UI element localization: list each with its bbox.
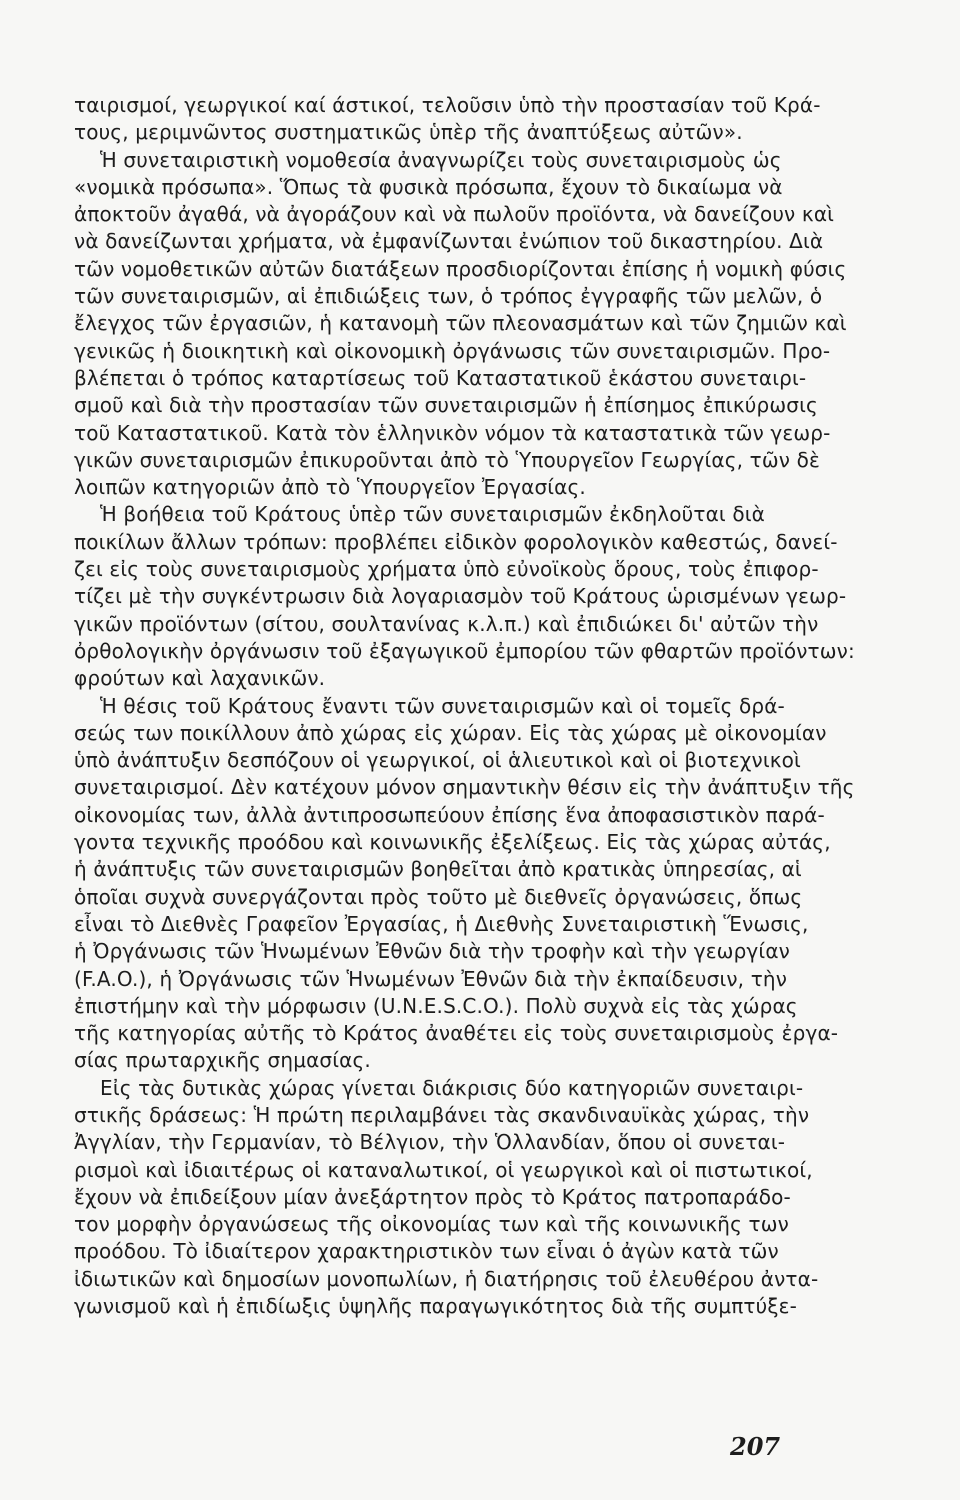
text-line: τῶν νομοθετικῶν αὐτῶν διατάξεων προσδιορίζονται ἐπίσης ἡ νομικὴ φύσις — [74, 256, 847, 281]
text-line: (F.A.O.), ἡ Ὀργάνωσις τῶν Ἡνωμένων Ἐθνῶν διὰ τὴν ἐκπαίδευσιν, τὴν — [74, 966, 788, 991]
text-line: «νομικὰ πρόσωπα». Ὅπως τὰ φυσικὰ πρόσωπα, ἔχουν τὸ δικαίωμα νὰ — [74, 174, 783, 199]
text-line: ρισμοὶ καὶ ἰδιαιτέρως οἱ καταναλωτικοί, οἱ γεωργικοὶ καὶ οἱ πιστωτικοί, — [74, 1157, 813, 1182]
text-line: σίας πρωταρχικῆς σημασίας. — [74, 1048, 371, 1073]
text-line: συνεταιρισμοί. Δὲν κατέχουν μόνον σημαντικὴν θέσιν εἰς τὴν ἀνάπτυξιν τῆς — [74, 775, 855, 800]
text-line: ζει εἰς τοὺς συνεταιρισμοὺς χρήματα ὑπὸ εὐνοϊκοὺς ὅρους, τοὺς ἐπιφορ- — [74, 557, 819, 582]
text-line: τοῦ Καταστατικοῦ. Κατὰ τὸν ἑλληνικὸν νόμον τὰ καταστατικὰ τῶν γεωρ- — [74, 420, 831, 445]
text-line: γενικῶς ἡ διοικητικὴ καὶ οἰκονομικὴ ὀργάνωσις τῶν συνεταιρισμῶν. Προ- — [74, 338, 831, 363]
text-line: ἡ ἀνάπτυξις τῶν συνεταιρισμῶν βοηθεῖται ἀπὸ κρατικὰς ὑπηρεσίας, αἱ — [74, 857, 802, 882]
text-line: οἰκονομίας των, ἀλλὰ ἀντιπροσωπεύουν ἐπίσης ἕνα ἀποφασιστικὸν παρά- — [74, 802, 825, 827]
text-line: γωνισμοῦ καὶ ἡ ἐπιδίωξις ὑψηλῆς παραγωγικότητος διὰ τῆς συμπτύξε- — [74, 1294, 797, 1319]
text-line: φρούτων καὶ λαχανικῶν. — [74, 666, 326, 691]
text-line: Ἀγγλίαν, τὴν Γερμανίαν, τὸ Βέλγιον, τὴν Ὁλλανδίαν, ὅπου οἱ συνεται- — [74, 1130, 786, 1155]
text-line: γικῶν συνεταιρισμῶν ἐπικυροῦνται ἀπὸ τὸ Ὑπουργεῖον Γεωργίας, τῶν δὲ — [74, 447, 820, 472]
text-line: τους, μεριμνῶντος συστηματικῶς ὑπὲρ τῆς ἀναπτύξεως αὐτῶν». — [74, 120, 743, 145]
text-line: γικῶν προϊόντων (σίτου, σουλτανίνας κ.λ.π.) καὶ ἐπιδιώκει δι' αὐτῶν τὴν — [74, 611, 819, 636]
text-line: ἰδιωτικῶν καὶ δημοσίων μονοπωλίων, ἡ διατήρησις τοῦ ἐλευθέρου ἀντα- — [74, 1266, 819, 1291]
text-line: σεώς των ποικίλλουν ἀπὸ χώρας εἰς χώραν. Εἰς τὰς χώρας μὲ οἰκονομίαν — [74, 720, 827, 745]
text-line: ὀρθολογικὴν ὀργάνωσιν τοῦ ἐξαγωγικοῦ ἐμπορίου τῶν φθαρτῶν προϊόντων: — [74, 638, 855, 663]
text-line: ὁποῖαι συχνὰ συνεργάζονται πρὸς τοῦτο μὲ διεθνεῖς ὀργανώσεις, ὅπως — [74, 884, 803, 909]
text-line: λοιπῶν κατηγοριῶν ἀπὸ τὸ Ὑπουργεῖον Ἐργασίας. — [74, 475, 586, 500]
text-line: τῶν συνεταιρισμῶν, αἱ ἐπιδιώξεις των, ὁ τρόπος ἐγγραφῆς τῶν μελῶν, ὁ — [74, 284, 823, 309]
text-line: σμοῦ καὶ διὰ τὴν προστασίαν τῶν συνεταιρισμῶν ἡ ἐπίσημος ἐπικύρωσις — [74, 393, 818, 418]
page-number: 207 — [730, 1432, 781, 1461]
text-line: ἔλεγχος τῶν ἐργασιῶν, ἡ κατανομὴ τῶν πλεονασμάτων καὶ τῶν ζημιῶν καὶ — [74, 311, 847, 336]
text-line: εἶναι τὸ Διεθνὲς Γραφεῖον Ἐργασίας, ἡ Διεθνὴς Συνεταιριστικὴ Ἕνωσις, — [74, 911, 809, 936]
text-line: γοντα τεχνικῆς προόδου καὶ κοινωνικῆς ἐξελίξεως. Εἰς τὰς χώρας αὐτάς, — [74, 830, 831, 855]
text-line: νὰ δανείζωνται χρήματα, νὰ ἐμφανίζωνται ἐνώπιον τοῦ δικαστηρίου. Διὰ — [74, 229, 824, 254]
text-line: στικῆς δράσεως: Ἡ πρώτη περιλαμβάνει τὰς σκανδιναυϊκὰς χώρας, τὴν — [74, 1102, 810, 1127]
text-line: ὑπὸ ἀνάπτυξιν δεσπόζουν οἱ γεωργικοί, οἱ ἁλιευτικοὶ καὶ οἱ βιοτεχνικοὶ — [74, 748, 801, 773]
text-line: τίζει μὲ τὴν συγκέντρωσιν διὰ λογαριασμὸν τοῦ Κράτους ὡρισμένων γεωρ- — [74, 584, 847, 609]
text-line: Ἡ βοήθεια τοῦ Κράτους ὑπὲρ τῶν συνεταιρισμῶν ἐκδηλοῦται διὰ — [74, 502, 765, 527]
text-line: ποικίλων ἄλλων τρόπων: προβλέπει εἰδικὸν φορολογικὸν καθεστώς, δανεί- — [74, 529, 838, 554]
text-line: Ἡ θέσις τοῦ Κράτους ἔναντι τῶν συνεταιρισμῶν καὶ οἱ τομεῖς δρά- — [74, 693, 785, 718]
text-line: ταιρισμοί, γεωργικοί καί άστικοί, τελοῦσιν ὑπὸ τὴν προστασίαν τοῦ Κρά- — [74, 93, 821, 117]
text-line: ἐπιστήμην καὶ τὴν μόρφωσιν (U.N.E.S.C.O.). Πολὺ συχνὰ εἰς τὰς χώρας — [74, 993, 798, 1018]
text-line: Εἰς τὰς δυτικὰς χώρας γίνεται διάκρισις δύο κατηγοριῶν συνεταιρι- — [74, 1075, 804, 1100]
text-line: βλέπεται ὁ τρόπος καταρτίσεως τοῦ Καταστατικοῦ ἑκάστου συνεταιρι- — [74, 365, 807, 390]
text-line: ἀποκτοῦν ἀγαθά, νὰ ἀγοράζουν καὶ νὰ πωλοῦν προϊόντα, νὰ δανείζουν καὶ — [74, 202, 835, 227]
text-line — [74, 1320, 834, 1347]
text-line: Ἡ συνεταιριστικὴ νομοθεσία ἀναγνωρίζει τοὺς συνεταιρισμοὺς ὡς — [74, 147, 782, 172]
text-line: ἡ Ὀργάνωσις τῶν Ἡνωμένων Ἐθνῶν διὰ τὴν τροφὴν καὶ τὴν γεωργίαν — [74, 939, 790, 964]
text-line: τῆς κατηγορίας αὐτῆς τὸ Κράτος ἀναθέτει εἰς τοὺς συνεταιρισμοὺς ἐργα- — [74, 1021, 839, 1046]
text-line: ἔχουν νὰ ἐπιδείξουν μίαν ἀνεξάρτητον πρὸς τὸ Κράτος πατροπαράδο- — [74, 1184, 791, 1209]
text-line: τον μορφὴν ὀργανώσεως τῆς οἰκονομίας των καὶ τῆς κοινωνικῆς των — [74, 1212, 789, 1237]
body-text — [74, 92, 855, 1348]
text-line: προόδου. Τὸ ἰδιαίτερον χαρακτηριστικὸν των εἶναι ὁ ἀγὼν κατὰ τῶν — [74, 1239, 779, 1264]
